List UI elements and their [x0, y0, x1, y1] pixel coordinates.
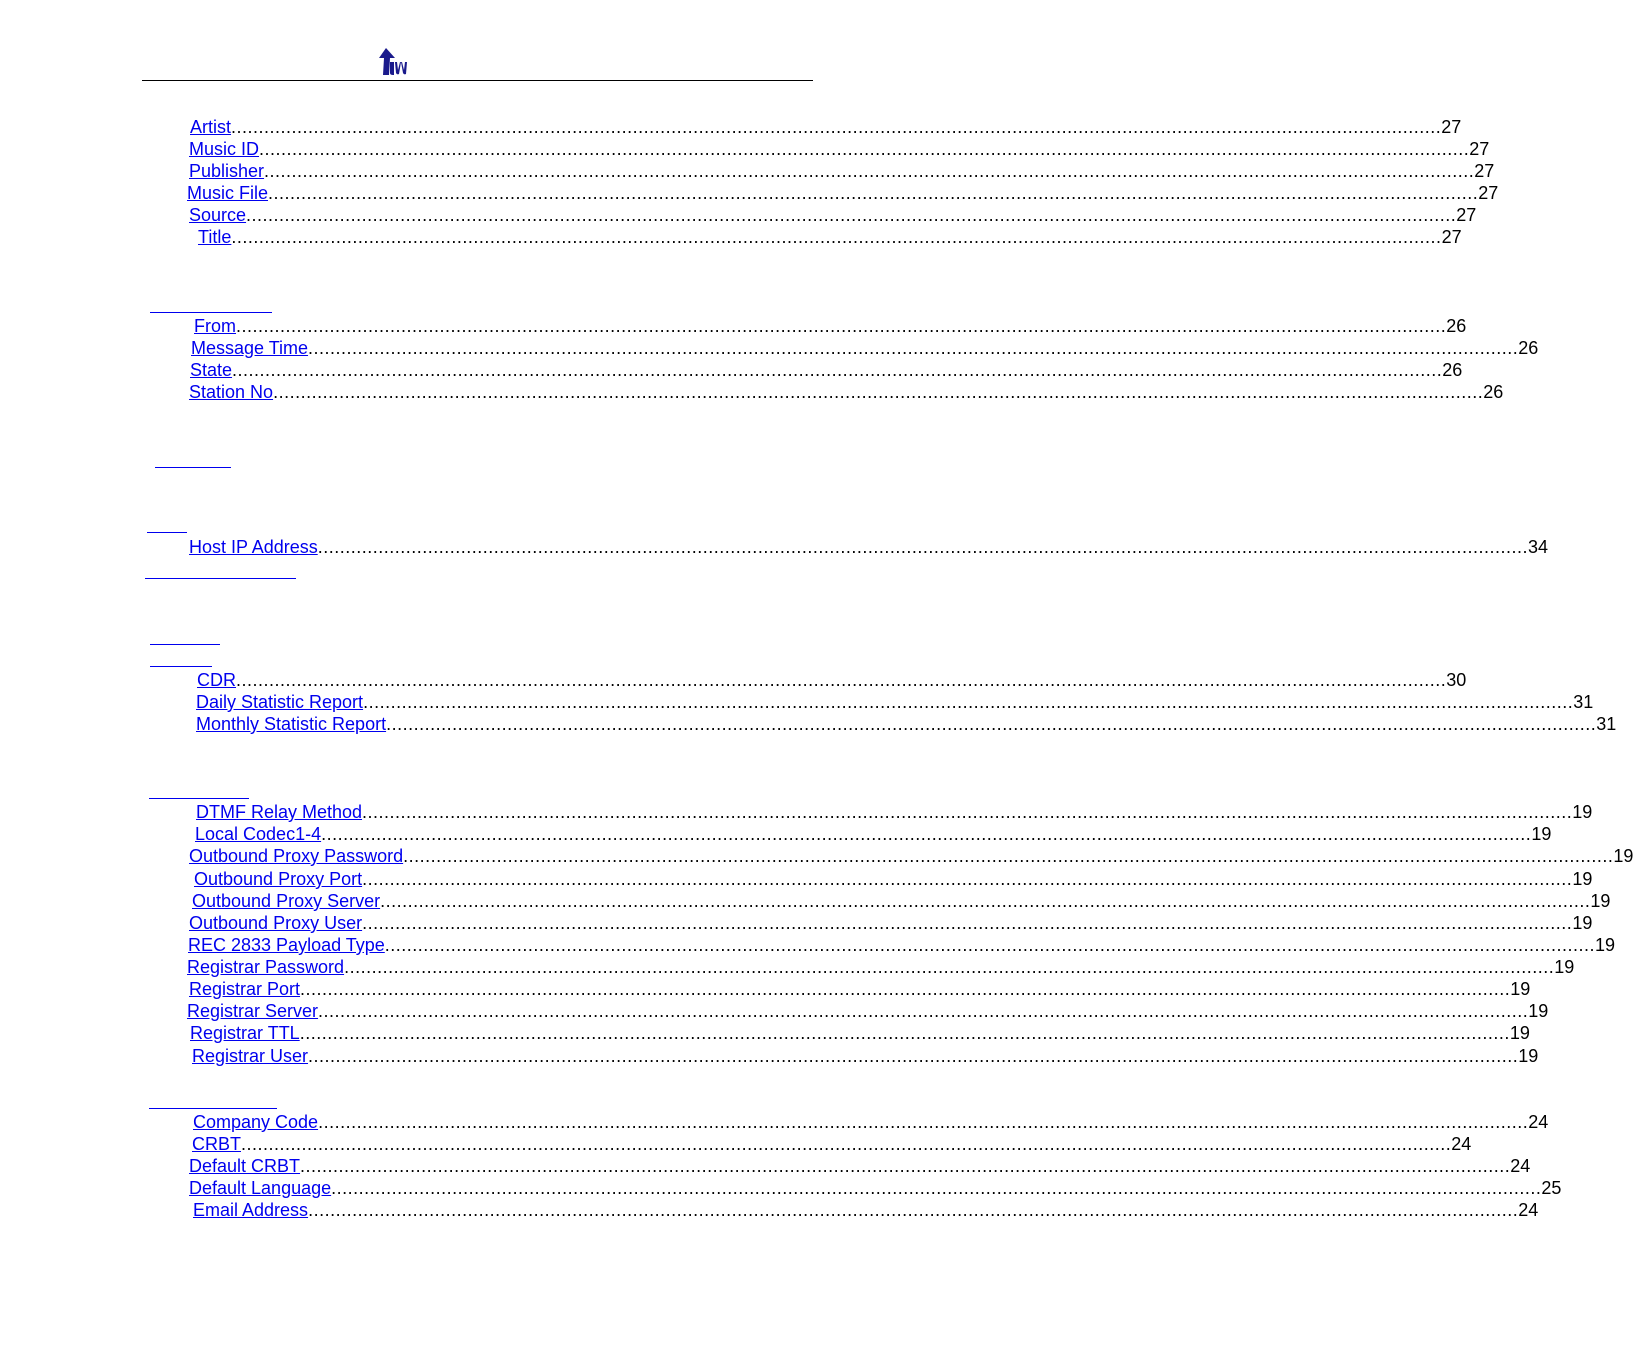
index-entry-link[interactable]: Registrar Server: [187, 1001, 319, 1021]
leader-dots: ............................................................................................................................................................................................................................: [344, 957, 1555, 977]
index-entry: [189, 1156, 1531, 1177]
page-number: 26: [1518, 338, 1539, 358]
index-entry-link[interactable]: State: [190, 360, 233, 380]
index-entry-link[interactable]: Music ID: [189, 139, 260, 159]
index-entry-link[interactable]: Title: [198, 227, 232, 247]
leader-dots: ............................................................................................................................................................................................................................: [236, 670, 1447, 690]
page-number: 26: [1442, 360, 1463, 380]
company-logo-icon: [376, 48, 408, 76]
leader-dots: ............................................................................................................................................................................................................................: [318, 1001, 1529, 1021]
page-number: 27: [1441, 117, 1462, 137]
index-entry-link[interactable]: DTMF Relay Method: [196, 802, 363, 822]
leader-dots: ............................................................................................................................................................................................................................: [380, 891, 1591, 911]
section-heading-link-rule: [150, 312, 272, 313]
index-entry: [189, 846, 1633, 867]
index-entry-link[interactable]: Registrar TTL: [190, 1023, 300, 1043]
page-number: 19: [1572, 802, 1593, 822]
index-entry: [196, 692, 1594, 713]
page-number: 25: [1541, 1178, 1562, 1198]
index-entry-link[interactable]: Host IP Address: [189, 537, 318, 557]
leader-dots: ............................................................................................................................................................................................................................: [318, 1112, 1529, 1132]
header-rule: [142, 80, 813, 81]
page-number: 34: [1527, 537, 1548, 557]
page-number: 24: [1510, 1156, 1531, 1176]
page-number: 19: [1509, 1023, 1530, 1043]
index-entry-link[interactable]: Publisher: [189, 161, 265, 181]
section-heading-link-rule: [149, 798, 249, 799]
index-entry-link[interactable]: Local Codec1-4: [195, 824, 322, 844]
leader-dots: ............................................................................................................................................................................................................................: [259, 139, 1470, 159]
index-entry-link[interactable]: Daily Statistic Report: [196, 692, 364, 712]
leader-dots: ............................................................................................................................................................................................................................: [362, 913, 1573, 933]
section-heading-link-rule: [155, 467, 231, 468]
page-number: 27: [1478, 183, 1499, 203]
leader-dots: ............................................................................................................................................................................................................................: [386, 714, 1597, 734]
leader-dots: ............................................................................................................................................................................................................................: [308, 1046, 1519, 1066]
index-entry: [190, 1023, 1530, 1044]
index-entry: [189, 382, 1504, 403]
page-number: 24: [1518, 1200, 1539, 1220]
index-entry-link[interactable]: From: [194, 316, 236, 336]
section-heading-link-rule: [145, 578, 296, 579]
index-entry-link[interactable]: Artist: [190, 117, 232, 137]
page-number: 27: [1441, 227, 1462, 247]
index-entry: [188, 935, 1616, 956]
page-number: 19: [1590, 891, 1611, 911]
leader-dots: ............................................................................................................................................................................................................................: [232, 360, 1443, 380]
page-number: 19: [1554, 957, 1575, 977]
index-entry-link[interactable]: Company Code: [193, 1112, 319, 1132]
page-number: 26: [1483, 382, 1504, 402]
index-entry: [189, 537, 1548, 558]
index-entry: [189, 979, 1531, 1000]
leader-dots: ............................................................................................................................................................................................................................: [299, 1023, 1510, 1043]
page-number: 19: [1572, 913, 1593, 933]
page-number: 31: [1573, 692, 1594, 712]
page-number: 30: [1446, 670, 1467, 690]
index-entry: [190, 117, 1462, 138]
leader-dots: ............................................................................................................................................................................................................................: [308, 338, 1519, 358]
section-heading-link-rule: [149, 1108, 277, 1109]
index-entry-link[interactable]: Registrar User: [192, 1046, 309, 1066]
index-entry: [187, 183, 1499, 204]
page-number: 19: [1510, 979, 1531, 999]
section-heading-link-rule: [150, 644, 220, 645]
index-entry-link[interactable]: Monthly Statistic Report: [196, 714, 387, 734]
index-entry-link[interactable]: Station No: [189, 382, 274, 402]
leader-dots: ............................................................................................................................................................................................................................: [246, 205, 1457, 225]
index-entry: [198, 227, 1462, 248]
index-entry-link[interactable]: Registrar Password: [187, 957, 345, 977]
index-entry: [196, 714, 1617, 735]
leader-dots: ............................................................................................................................................................................................................................: [273, 382, 1484, 402]
index-entry-link[interactable]: Source: [189, 205, 247, 225]
index-entry: [192, 891, 1611, 912]
index-entry-link[interactable]: Message Time: [191, 338, 309, 358]
index-entry-link[interactable]: CDR: [197, 670, 236, 690]
index-entry: [191, 338, 1539, 359]
index-entry: [190, 360, 1463, 381]
leader-dots: ............................................................................................................................................................................................................................: [231, 227, 1442, 247]
index-entry: [187, 957, 1575, 978]
index-entry-link[interactable]: Outbound Proxy Password: [189, 846, 404, 866]
leader-dots: ............................................................................................................................................................................................................................: [321, 824, 1532, 844]
leader-dots: ............................................................................................................................................................................................................................: [362, 869, 1573, 889]
index-entry-link[interactable]: Registrar Port: [189, 979, 301, 999]
index-entry: [187, 1001, 1549, 1022]
leader-dots: ............................................................................................................................................................................................................................: [363, 692, 1574, 712]
leader-dots: ............................................................................................................................................................................................................................: [384, 935, 1596, 955]
page-number: 27: [1469, 139, 1490, 159]
leader-dots: ............................................................................................................................................................................................................................: [264, 161, 1475, 181]
index-entry: [189, 161, 1495, 182]
index-entry-link[interactable]: Outbound Proxy User: [189, 913, 363, 933]
leader-dots: ............................................................................................................................................................................................................................: [300, 979, 1511, 999]
index-entry-link[interactable]: REC 2833 Payload Type: [188, 935, 385, 955]
index-entry: [194, 869, 1593, 890]
index-entry: [193, 1112, 1549, 1133]
index-entry: [193, 1200, 1539, 1221]
index-entry: [192, 1134, 1472, 1155]
leader-dots: ............................................................................................................................................................................................................................: [236, 316, 1447, 336]
section-heading-link-rule: [150, 666, 212, 667]
index-entry-link[interactable]: CRBT: [192, 1134, 241, 1154]
page-number: 24: [1451, 1134, 1472, 1154]
index-entry-link[interactable]: Default Language: [189, 1178, 332, 1198]
index-entry-link[interactable]: Outbound Proxy Port: [194, 869, 363, 889]
page-number: 24: [1528, 1112, 1549, 1132]
index-entry-link[interactable]: Outbound Proxy Server: [192, 891, 381, 911]
index-entry-link[interactable]: Music File: [187, 183, 269, 203]
leader-dots: ............................................................................................................................................................................................................................: [317, 537, 1528, 557]
leader-dots: ............................................................................................................................................................................................................................: [268, 183, 1479, 203]
leader-dots: ............................................................................................................................................................................................................................: [300, 1156, 1511, 1176]
index-entry: [197, 670, 1467, 691]
index-entry: [189, 1178, 1562, 1199]
index-entry: [196, 802, 1593, 823]
index-entry: [189, 205, 1477, 226]
section-heading-link-rule: [147, 532, 187, 533]
page-number: 19: [1572, 869, 1593, 889]
page-number: 19: [1531, 824, 1552, 844]
index-entry-link[interactable]: Email Address: [193, 1200, 309, 1220]
index-entry: [192, 1046, 1539, 1067]
page-number: 27: [1474, 161, 1495, 181]
page-number: 31: [1596, 714, 1617, 734]
leader-dots: ............................................................................................................................................................................................................................: [231, 117, 1442, 137]
page-number: 19: [1528, 1001, 1549, 1021]
index-entry: [194, 316, 1467, 337]
index-entry: [189, 913, 1593, 934]
page-number: 19: [1595, 935, 1616, 955]
index-entry: [195, 824, 1552, 845]
page-number: 26: [1446, 316, 1467, 336]
leader-dots: ............................................................................................................................................................................................................................: [308, 1200, 1519, 1220]
page-number: 19: [1518, 1046, 1539, 1066]
index-entry: [189, 139, 1490, 160]
leader-dots: ............................................................................................................................................................................................................................: [403, 846, 1614, 866]
leader-dots: ............................................................................................................................................................................................................................: [362, 802, 1573, 822]
leader-dots: ............................................................................................................................................................................................................................: [331, 1178, 1542, 1198]
page-number: 19: [1613, 846, 1633, 866]
leader-dots: ............................................................................................................................................................................................................................: [241, 1134, 1452, 1154]
page-number: 27: [1456, 205, 1477, 225]
index-entry-link[interactable]: Default CRBT: [189, 1156, 301, 1176]
